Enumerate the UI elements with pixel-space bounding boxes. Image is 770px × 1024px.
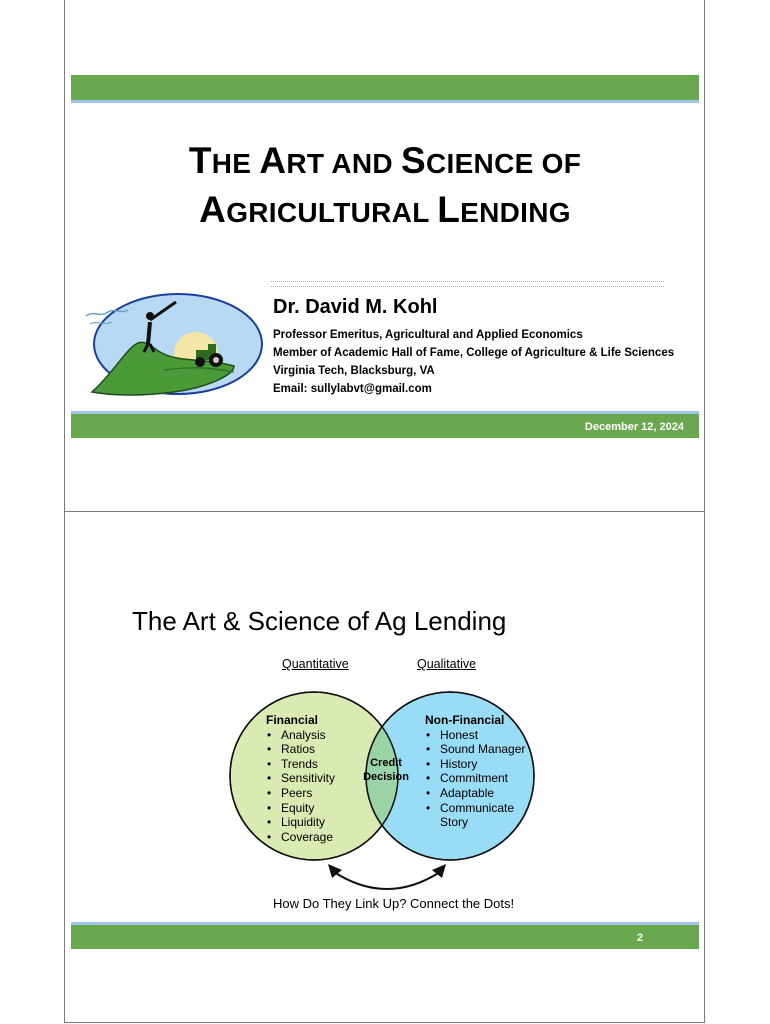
financial-item: • Coverage <box>266 830 335 845</box>
financial-item: • Analysis <box>266 728 335 743</box>
presenter-details <box>273 326 674 398</box>
title-word-rest: RT AND <box>286 148 401 179</box>
qualitative-header: Qualitative <box>417 657 477 671</box>
dotted-separator <box>271 281 664 287</box>
presenter-honor: Member of Academic Hall of Fame, College of Agriculture & Life Sciences <box>273 347 675 359</box>
financial-item: • Peers <box>266 786 335 801</box>
financial-item: • Ratios <box>266 742 335 757</box>
financial-item: • Sensitivity <box>266 771 335 786</box>
slide2-title: The Art & Science of Ag Lending <box>132 606 507 636</box>
financial-list <box>266 713 335 844</box>
non-financial-item-continuation: Story <box>440 815 469 830</box>
title-cap-letter: L <box>437 189 461 230</box>
slide1-top-bar-line <box>71 100 699 103</box>
non-financial-item: • History <box>425 757 525 772</box>
title-word-rest: GRICULTURAL <box>226 197 438 228</box>
financial-heading: Financial <box>266 713 319 727</box>
non-financial-heading: Non-Financial <box>425 713 505 727</box>
title-word-rest: CIENCE OF <box>425 148 582 179</box>
slide-divider <box>64 511 705 512</box>
presenter-name: Dr. David M. Kohl <box>273 296 438 318</box>
non-financial-item: • Sound Manager <box>425 742 525 757</box>
non-financial-item: • Communicate <box>425 801 525 816</box>
credit-decision-label <box>360 756 412 784</box>
title-cap-letter: A <box>199 189 227 230</box>
presenter-location: Virginia Tech, Blacksburg, VA <box>273 365 435 377</box>
page-number: 2 <box>637 932 644 944</box>
title-line-1 <box>0 138 770 187</box>
financial-item: • Equity <box>266 801 335 816</box>
presentation-date: December 12, 2024 <box>584 421 684 433</box>
venn-caption: How Do They Link Up? Connect the Dots! <box>273 896 515 911</box>
farmer-illustration <box>84 292 264 402</box>
presenter-email: Email: sullylabvt@gmail.com <box>273 383 432 395</box>
title-word-rest: HE <box>211 148 260 179</box>
financial-item: • Liquidity <box>266 815 335 830</box>
non-financial-item: • Honest <box>425 728 525 743</box>
financial-item: • Trends <box>266 757 335 772</box>
title-cap-letter: T <box>188 140 212 181</box>
title-line-2 <box>0 187 770 236</box>
slide1-title <box>0 138 770 236</box>
title-cap-letter: S <box>400 140 426 181</box>
title-cap-letter: A <box>259 140 287 181</box>
title-word-rest: ENDING <box>460 197 571 228</box>
credit-label-line2: Decision <box>363 771 409 783</box>
slide1-bottom-bar-line <box>71 411 699 414</box>
credit-label-line1: Credit <box>370 757 402 769</box>
non-financial-item: • Adaptable <box>425 786 525 801</box>
slide1-top-bar <box>71 75 699 100</box>
non-financial-item: • Commitment <box>425 771 525 786</box>
non-financial-list <box>425 713 525 830</box>
link-arrow-icon <box>322 860 452 896</box>
slide2-bottom-bar <box>71 925 699 949</box>
presenter-title: Professor Emeritus, Agricultural and Applied Economics <box>273 329 583 341</box>
quantitative-header: Quantitative <box>282 657 349 671</box>
